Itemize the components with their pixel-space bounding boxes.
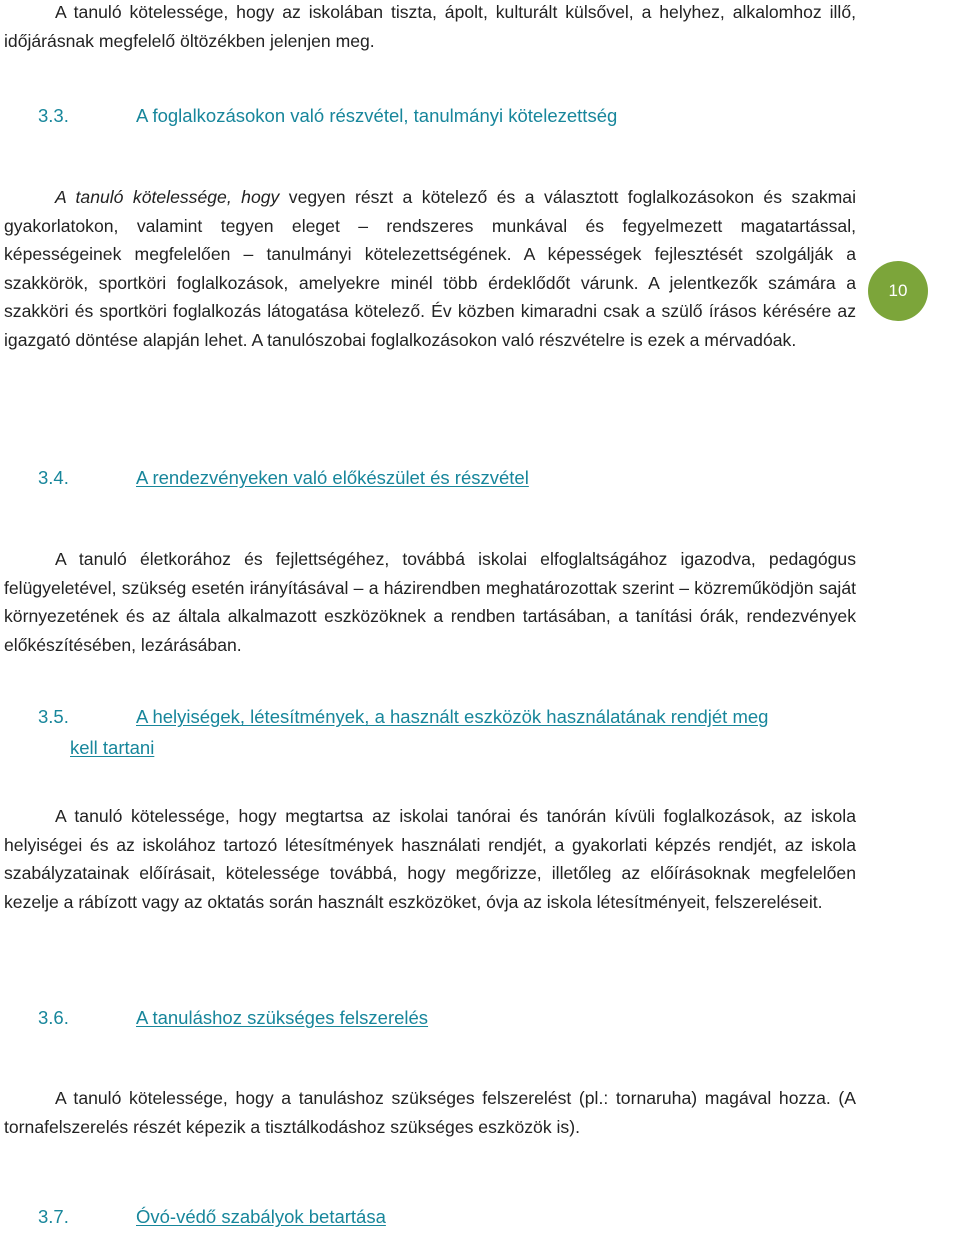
section-heading-3-7 [38, 1201, 858, 1232]
section-number: 3.6. [38, 1007, 69, 1028]
page-number-badge: 10 [868, 261, 928, 321]
section-number: 3.4. [38, 467, 69, 488]
intro-paragraph: A tanuló kötelessége, hogy az iskolában tiszta, ápolt, kulturált külsővel, a helyhez, alkalomhoz illő, időjárásnak megfelelő öltözékben jelenjen meg. [4, 2, 856, 51]
section-body-3-6: A tanuló kötelessége, hogy a tanuláshoz szükséges felszerelést (pl.: tornaruha) magával hozza. (A tornafelszerelés részét képezik a tisztálkodáshoz szükséges eszközök is). [4, 1088, 856, 1137]
section-title: Óvó-védő szabályok betartása [136, 1206, 386, 1227]
section-number: 3.3. [38, 105, 69, 126]
section-heading-3-5 [38, 701, 858, 763]
section-title: A rendezvényeken való előkészület és részvétel [136, 467, 529, 488]
section-title: A foglalkozásokon való részvétel, tanulmányi kötelezettség [136, 105, 618, 126]
section-heading-3-4 [38, 462, 858, 493]
section-title-line1: A helyiségek, létesítmények, a használt eszközök használatának rendjét meg [136, 706, 769, 727]
section-heading-3-6 [38, 1002, 858, 1033]
section-number: 3.5. [38, 706, 69, 727]
section-title-line2: kell tartani [70, 737, 155, 758]
body-italic-lead: A tanuló kötelessége, hogy [55, 187, 280, 207]
body-text: vegyen részt a kötelező és a választott foglalkozásokon és szakmai gyakorlatokon, valamint tegyen eleget – rendszeres munkával és fegyelmezett magatartással, képességeinek megfelelően – tanulmányi kötelezettségének. A képességek fejlesztését szolgálják a szakkörök, sportköri foglalkozások, amelyekre minél több érdeklődőt várunk. A jelentkezők számára a szakköri és sportköri foglalkozás látogatása kötelező. Év közben kimaradni csak a szülő írásos kérésére az igazgató döntése alapján lehet. A tanulószobai foglalkozásokon való részvételre is ezek a mérvadóak. [4, 187, 856, 350]
section-body-3-5: A tanuló kötelessége, hogy megtartsa az iskolai tanórai és tanórán kívüli foglalkozások, az iskola helyiségei és az iskolához tartozó létesítmények használati rendjét, a gyakorlati képzés rendjét, az iskola szabályzatainak előírásait, kötelessége továbbá, hogy megőrizze, illetőleg az előírásoknak megfelelően kezelje a rábízott vagy az oktatás során használt eszközöket, óvja az iskola létesítményeit, felszereléseit. [4, 806, 856, 912]
section-heading-3-3 [38, 100, 858, 131]
section-title: A tanuláshoz szükséges felszerelés [136, 1007, 429, 1028]
section-body-3-4: A tanuló életkorához és fejlettségéhez, továbbá iskolai elfoglaltságához igazodva, pedagógus felügyeletével, szükség esetén irányításával – a házirendben meghatározottak szerint – közreműködjön saját környezetének és az általa alkalmazott eszközöknek a rendben tartásában, a tanítási órák, rendezvények előkészítésében, lezárásában. [4, 549, 856, 655]
section-number: 3.7. [38, 1206, 69, 1227]
section-body-3-3 [4, 183, 856, 354]
